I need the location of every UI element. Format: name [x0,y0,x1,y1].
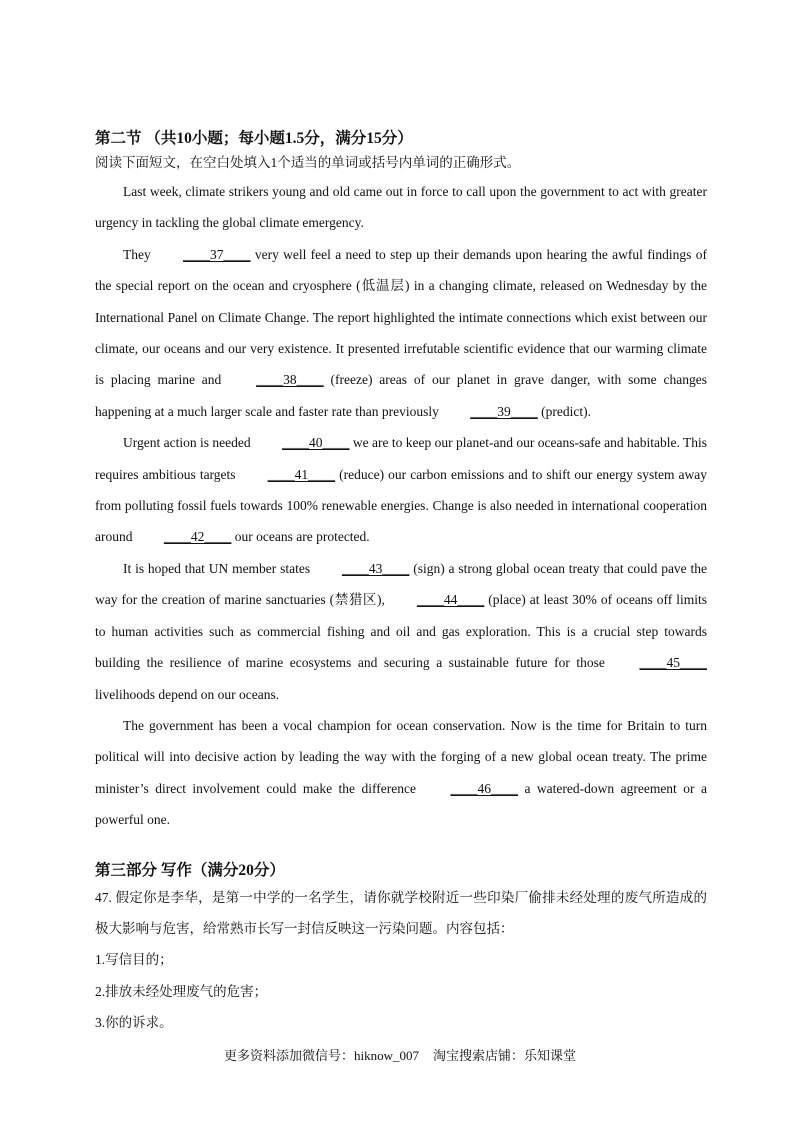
text-segment: livelihoods depend on our oceans. [95,686,280,702]
page-content [95,128,707,1039]
blank-41: ____41____ [267,466,336,482]
passage-paragraph-1: Last week, climate strikers young and old came out in force to call upon the government to act with greater urgency in tackling the global climate emergency. [95,184,707,231]
spacer [95,836,707,860]
section2-instruction: 阅读下面短文，在空白处填入1个适当的单词或括号内单词的正确形式。 [95,155,521,170]
blank-37: ____37____ [183,246,251,262]
text-segment: our oceans are protected. [231,529,370,545]
text-segment: They [123,246,156,262]
passage-paragraph-5 [95,710,707,836]
text-segment: The government has been a vocal champion for ocean conservation. Now is the time for Britain to turn political will into decisive action by leading the way with the forging of a new global ocean treaty. The prime minister’s direct involvement could make the difference [95,717,707,796]
blank-42: ____42____ [163,529,232,545]
blank-45: ____45____ [639,655,707,671]
text-segment: very well feel a need to step up their demands upon hearing the awful findings of the special report on the ocean and cryosphere (低温层) in a changing climate, released on Wednesday by the International Panel on Climate Change. The report highlighted the intimate connections which exist between our climate, our oceans and our very existence. It presented irrefutable scientific evidence that our warming climate is placing marine and [95,246,707,388]
text-segment: (freeze) areas of our planet in grave danger, with some changes happening at a much larger scale and faster rate than previously [95,372,707,419]
footer-wechat: 更多资料添加微信号：hiknow_007 [223,1048,419,1063]
blank-43: ____43____ [341,560,410,576]
text-segment: It is hoped that UN member states [123,560,314,576]
page-footer [0,1046,800,1066]
text-segment: Urgent action is needed [123,435,255,451]
blank-46: ____46____ [450,780,518,796]
text-segment: (predict). [537,403,591,419]
blank-40: ____40____ [282,435,350,451]
section3-title: 第三部分 写作（满分20分） [95,861,285,879]
passage-paragraph-3 [95,427,707,553]
writing-point-2: 2.排放未经处理废气的危害； [95,983,268,999]
passage-paragraph-4 [95,553,707,710]
writing-point-3: 3.你的诉求。 [95,1015,173,1031]
writing-task: 47. 假定你是李华，是第一中学的一名学生，请你就学校附近一些印染厂偷排未经处理的废气所造成的极大影响与危害，给常熟市长写一封信反映这一污染问题。内容包括： [95,889,707,936]
text-segment: we are to keep our planet-and our oceans-safe and habitable. This requires ambitious targets [95,435,707,482]
blank-44: ____44____ [416,592,485,608]
text-segment: (place) at least 30% of oceans off limits to human activities such as commercial fishing and oil and gas exploration. This is a crucial step towards building the resilience of marine ecosystems and securing a sustainable future for those [95,592,707,671]
blank-39: ____39____ [470,403,538,419]
text-segment: (sign) a strong global ocean treaty that could pave the way for the creation of marine sanctuaries (禁猎区), [95,560,707,608]
text-segment: (reduce) our carbon emissions and to shift our energy system away from polluting fossil fuels towards 100% renewable energies. Change is also needed in international cooperation around [95,466,708,545]
text-segment: a watered-down agreement or a powerful one. [95,780,707,828]
footer-shop: 淘宝搜索店铺：乐知课堂 [433,1048,577,1063]
writing-point-1: 1.写信目的； [95,952,173,968]
passage-paragraph-2 [95,239,707,427]
section2-title: 第二节 （共10小题；每小题1.5分，满分15分） [95,130,413,147]
blank-38: ____38____ [256,372,324,388]
